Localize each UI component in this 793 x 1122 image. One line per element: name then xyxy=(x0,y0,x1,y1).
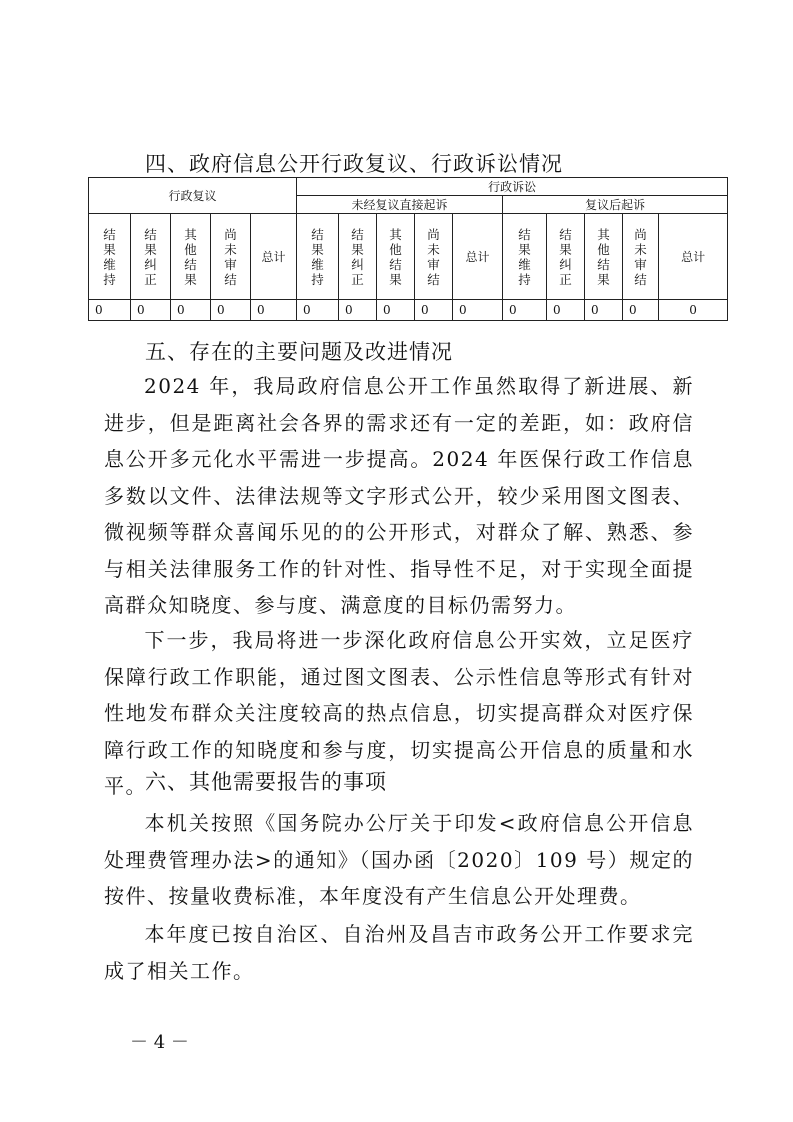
section-4-heading: 四、政府信息公开行政复议、行政诉讼情况 xyxy=(145,152,563,176)
section-5-heading: 五、存在的主要问题及改进情况 xyxy=(145,340,453,364)
section-6-heading: 六、其他需要报告的事项 xyxy=(145,770,387,794)
table-cell: 0 xyxy=(339,300,377,321)
after-other-header: 其他结果 xyxy=(585,214,623,300)
table-cell: 0 xyxy=(297,300,339,321)
after-total-header: 总计 xyxy=(659,214,728,300)
table-cell: 0 xyxy=(547,300,585,321)
table-cell: 0 xyxy=(585,300,623,321)
table-cell: 0 xyxy=(131,300,171,321)
table-cell: 0 xyxy=(171,300,211,321)
table-cell: 0 xyxy=(251,300,297,321)
direct-maintained-header: 结果维持 xyxy=(297,214,339,300)
admin-review-header: 行政复议 xyxy=(89,178,297,214)
table-row xyxy=(89,300,728,321)
direct-suit-header: 未经复议直接起诉 xyxy=(297,196,503,214)
direct-corrected-header: 结果纠正 xyxy=(339,214,377,300)
direct-pending-header: 尚未审结 xyxy=(415,214,453,300)
litigation-stats-table xyxy=(88,177,728,321)
after-maintained-header: 结果维持 xyxy=(503,214,547,300)
table-cell: 0 xyxy=(89,300,131,321)
table-cell: 0 xyxy=(377,300,415,321)
section-5-paragraph-2: 下一步，我局将进一步深化政府信息公开实效，立足医疗保障行政工作职能，通过图文图表、公示性信息等形式有针对性地发布群众关注度较高的热点信息，切实提高群众对医疗保障行政工作的知晓度和参与度，切实提高公开信息的质量和水平。 xyxy=(104,628,694,798)
section-5-paragraph-1: 2024 年，我局政府信息公开工作虽然取得了新进展、新进步，但是距离社会各界的需求还有一定的差距，如：政府信息公开多元化水平需进一步提高。2024 年医保行政工作信息多数以文件、法律法规等文字形式公开，较少采用图文图表、微视频等群众喜闻乐见的的公开形式，对群众了解、熟悉、参与相关法律服务工作的针对性、指导性不足，对于实现全面提高群众知晓度、参与度、满意度的目标仍需努力。 xyxy=(104,374,694,617)
review-maintained-header: 结果维持 xyxy=(89,214,131,300)
direct-other-header: 其他结果 xyxy=(377,214,415,300)
section-6-paragraph-1: 本机关按照《国务院办公厅关于印发<政府信息公开信息处理费管理办法>的通知》（国办函〔2020〕109 号）规定的按件、按量收费标准，本年度没有产生信息公开处理费。 xyxy=(104,811,694,908)
table-cell: 0 xyxy=(453,300,503,321)
table-cell: 0 xyxy=(211,300,251,321)
admin-litigation-header: 行政诉讼 xyxy=(297,178,728,196)
table-cell: 0 xyxy=(623,300,659,321)
table-cell: 0 xyxy=(659,300,728,321)
review-other-header: 其他结果 xyxy=(171,214,211,300)
table-cell: 0 xyxy=(503,300,547,321)
after-review-suit-header: 复议后起诉 xyxy=(503,196,728,214)
after-pending-header: 尚未审结 xyxy=(623,214,659,300)
review-corrected-header: 结果纠正 xyxy=(131,214,171,300)
page-number: － 4 － xyxy=(130,1032,189,1053)
review-total-header: 总计 xyxy=(251,214,297,300)
table-cell: 0 xyxy=(415,300,453,321)
review-pending-header: 尚未审结 xyxy=(211,214,251,300)
direct-total-header: 总计 xyxy=(453,214,503,300)
after-corrected-header: 结果纠正 xyxy=(547,214,585,300)
section-6-paragraph-2: 本年度已按自治区、自治州及昌吉市政务公开工作要求完成了相关工作。 xyxy=(104,922,694,983)
